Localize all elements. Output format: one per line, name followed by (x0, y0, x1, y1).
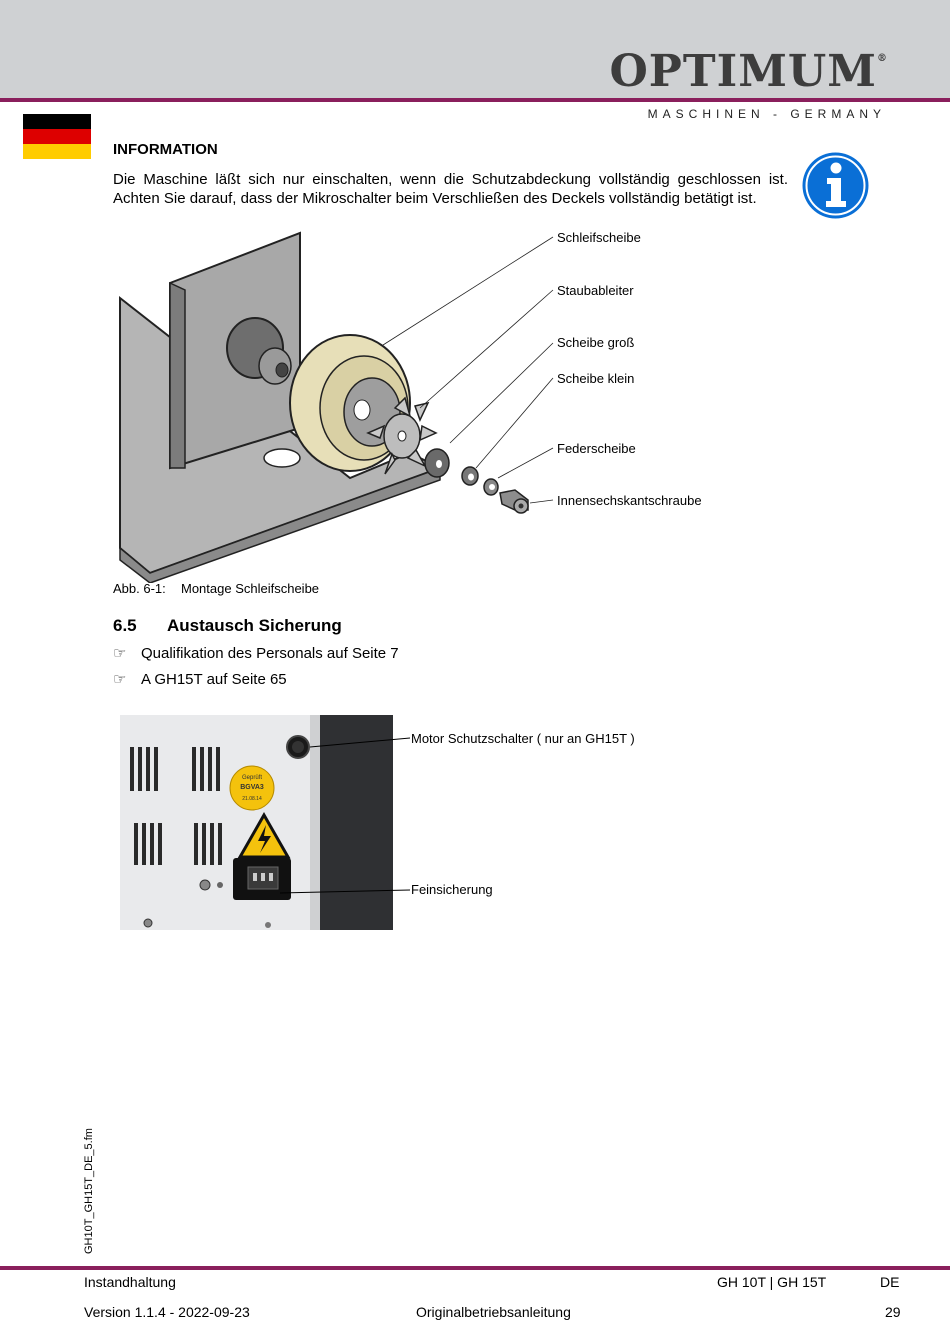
info-title: INFORMATION (113, 141, 218, 158)
callout-motor-schutzschalter: Motor Schutzschalter ( nur an GH15T ) (411, 731, 635, 746)
footer-document: Originalbetriebsanleitung (416, 1304, 571, 1320)
svg-text:21.08.14: 21.08.14 (242, 796, 262, 802)
section-title: Austausch Sicherung (167, 616, 342, 635)
footer-rule (0, 1266, 950, 1270)
info-text: Die Maschine läßt sich nur einschalten, wenn die Schutzabdeckung vollständig geschlossen ist. Achten Sie darauf, dass der Mikroschalter beim Verschließen des Deckels vollständig betätigt ist. (113, 171, 788, 207)
grinding-disc-assembly-figure (110, 228, 720, 583)
callout-scheibe-klein: Scheibe klein (557, 371, 635, 386)
brand-subtitle: MASCHINEN - GERMANY (647, 107, 886, 121)
callout-feinsicherung: Feinsicherung (411, 882, 493, 897)
callout-scheibe-gross: Scheibe groß (557, 335, 635, 350)
brand-logo: OPTIMUM® (609, 46, 888, 97)
callout-federscheibe: Federscheibe (557, 441, 636, 456)
info-icon (801, 151, 870, 220)
footer-model: GH 10T | GH 15T (717, 1274, 827, 1290)
pointing-hand-icon: ☞ (113, 645, 127, 662)
xref-gh15t[interactable]: ☞ A GH15T auf Seite 65 (113, 671, 287, 688)
svg-text:BGVA3: BGVA3 (240, 784, 264, 791)
header-rule (0, 98, 950, 102)
figure2-leader-lines (270, 725, 420, 905)
callout-innensechskantschraube: Innensechskantschraube (557, 493, 702, 508)
figure-caption-label: Abb. 6-1: (113, 581, 166, 596)
footer-page-number: 29 (885, 1304, 901, 1320)
footer-version: Version 1.1.4 - 2022-09-23 (84, 1304, 250, 1320)
callout-schleifscheibe: Schleifscheibe (557, 230, 641, 245)
source-filename: GH10T_GH15T_DE_5.fm (83, 1128, 95, 1254)
callout-staubableiter: Staubableiter (557, 283, 634, 298)
xref-qualifikation[interactable]: ☞ Qualifikation des Personals auf Seite 7 (113, 645, 399, 662)
pointing-hand-icon: ☞ (113, 671, 127, 688)
footer-language: DE (880, 1274, 900, 1290)
section-number: 6.5 (113, 616, 137, 635)
footer-section: Instandhaltung (84, 1274, 176, 1290)
german-flag-icon (23, 114, 91, 159)
svg-text:Geprüft: Geprüft (241, 775, 263, 781)
figure-caption-text: Montage Schleifscheibe (181, 581, 320, 596)
